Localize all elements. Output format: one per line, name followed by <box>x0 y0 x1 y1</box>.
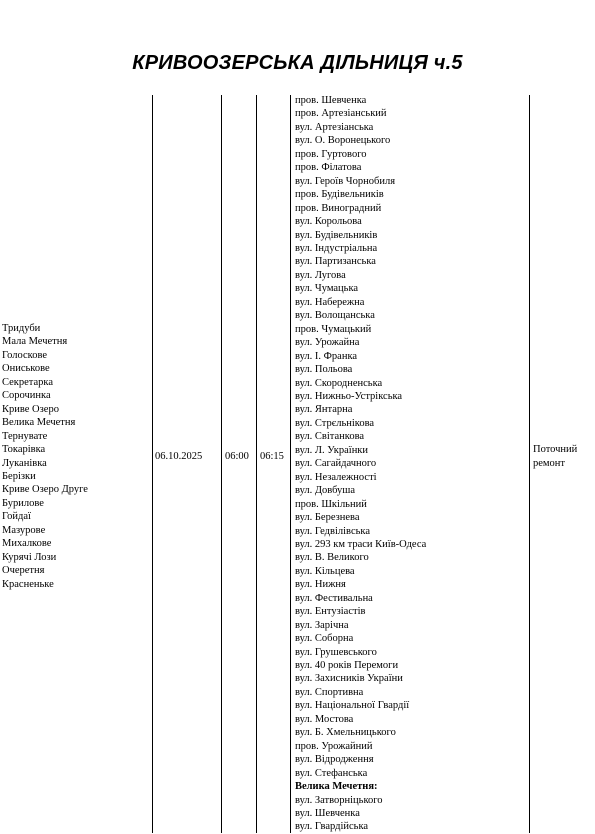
street-name: пров. Будівельників <box>295 189 384 201</box>
street-name: вул. Артезіанська <box>295 121 374 133</box>
table-border <box>529 95 530 833</box>
village-name: Курячі Лози <box>2 551 57 563</box>
street-name: пров. Чумацький <box>295 323 372 335</box>
village-name: Михалкове <box>2 538 52 550</box>
street-name: вул. Незалежності <box>295 471 377 483</box>
villages-list <box>2 322 88 591</box>
time-end: 06:15 <box>260 451 284 462</box>
street-name: вул. Будівельників <box>295 229 378 241</box>
village-name: Гойдаї <box>2 511 31 523</box>
street-name: вул. Березнева <box>295 512 360 524</box>
street-name: вул. Гедвілівська <box>295 525 370 537</box>
street-name: вул. Спортивна <box>295 686 364 698</box>
village-name: Сорочинка <box>2 390 51 402</box>
street-name: вул. Нижньо-Устрікська <box>295 390 403 402</box>
village-name: Бурилове <box>2 497 44 509</box>
street-name: пров. Виноградний <box>295 202 382 214</box>
street-name: вул. Індустріальна <box>295 242 378 254</box>
streets-list <box>295 94 426 834</box>
village-name: Секретарка <box>2 376 54 388</box>
village-name: Тернувате <box>2 430 48 442</box>
street-name: вул. І. Франка <box>295 350 358 362</box>
table-border <box>221 95 222 833</box>
street-name: пров. Урожайний <box>295 740 373 752</box>
street-name: вул. Захисників України <box>295 673 403 685</box>
street-name: вул. Світанкова <box>295 431 365 443</box>
village-name: Мазурове <box>2 524 46 536</box>
street-name: вул. Л. Українки <box>295 444 369 456</box>
street-name: вул. Б. Хмельницького <box>295 727 396 739</box>
village-name: Красненьке <box>2 578 54 590</box>
street-name: вул. Урожайна <box>295 337 360 349</box>
village-name: Мала Мечетня <box>2 336 68 348</box>
street-name: вул. Ентузіастів <box>295 606 366 618</box>
village-name: Токарівка <box>2 444 46 456</box>
street-name: пров. Філатова <box>295 162 362 174</box>
street-name: вул. Волощанська <box>295 310 375 322</box>
street-name: вул. Лугова <box>295 269 346 281</box>
street-name: вул. 293 км траси Київ-Одеса <box>295 538 427 550</box>
street-name: пров. Артезіанський <box>295 108 387 120</box>
outage-date: 06.10.2025 <box>155 451 203 462</box>
street-name: пров. Шкільний <box>295 498 367 510</box>
village-name: Криве Озеро Друге <box>2 484 88 496</box>
village-name: Велика Мечетня <box>2 417 76 429</box>
street-name: вул. 40 років Перемоги <box>295 660 399 672</box>
village-name: Ониськове <box>2 363 50 375</box>
page-title: КРИВООЗЕРСЬКА ДІЛЬНИЦЯ ч.5 <box>132 52 463 74</box>
street-name: вул. Польова <box>295 364 353 376</box>
street-name: вул. Фестивальна <box>295 592 373 604</box>
street-name: вул. Скородненська <box>295 377 383 389</box>
street-name: вул. Мостова <box>295 713 354 725</box>
street-name: вул. О. Воронецького <box>295 135 391 147</box>
table-border <box>290 95 291 833</box>
street-name: вул. Відродження <box>295 754 374 766</box>
street-name: вул. Національної Гвардії <box>295 700 410 712</box>
village-name: Криве Озеро <box>2 403 59 415</box>
street-name: вул. Сагайдачного <box>295 458 377 470</box>
street-name: вул. Партизанська <box>295 256 376 268</box>
village-name: Тридуби <box>2 323 41 334</box>
street-name: вул. Героїв Чорнобиля <box>295 175 396 187</box>
village-name: Голоскове <box>2 349 48 361</box>
village-name: Луканівка <box>2 457 47 469</box>
street-name: вул. В. Великого <box>295 552 369 564</box>
village-name: Очеретня <box>2 565 45 577</box>
street-name: вул. Чумацька <box>295 283 359 295</box>
street-name: вул. Шевченка <box>295 808 360 820</box>
village-name: Берізки <box>2 470 36 482</box>
street-name: вул. Грушевського <box>295 646 377 658</box>
street-name: вул. Затворніцького <box>295 794 383 806</box>
street-group-heading: Велика Мечетня: <box>295 781 378 793</box>
street-name: вул. Набережна <box>295 296 365 308</box>
street-name: вул. Гвардійська <box>295 821 369 833</box>
street-name: пров. Гуртового <box>295 148 367 160</box>
street-name: вул. Корольова <box>295 216 362 228</box>
outage-reason: Поточний ремонт <box>533 444 578 469</box>
street-name: вул. Стефанська <box>295 767 368 779</box>
street-name: вул. Соборна <box>295 633 354 645</box>
street-name: вул. Янтарна <box>295 404 353 416</box>
street-name: пров. Шевченка <box>295 95 367 106</box>
table-border <box>152 95 153 833</box>
street-name: вул. Довбуша <box>295 485 356 497</box>
street-name: вул. Зарічна <box>295 619 349 631</box>
street-name: вул. Стрєльнікова <box>295 417 375 429</box>
street-name: вул. Нижня <box>295 579 346 591</box>
street-name: вул. Кільцева <box>295 565 355 577</box>
table-border <box>256 95 257 833</box>
time-start: 06:00 <box>225 451 249 462</box>
